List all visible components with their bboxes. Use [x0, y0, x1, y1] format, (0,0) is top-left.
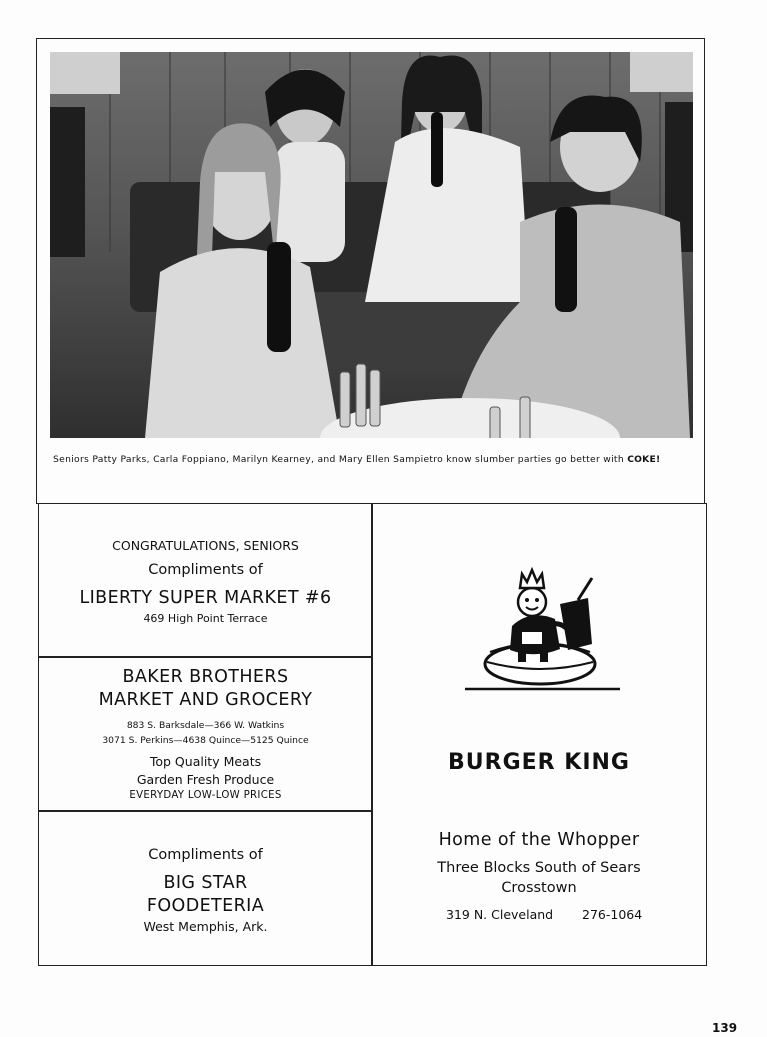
liberty-super-market-ad — [38, 503, 373, 658]
photo-caption — [53, 454, 693, 466]
liberty-address: 469 High Point Terrace — [143, 612, 268, 625]
slumber-party-photo — [50, 52, 693, 438]
baker-brothers-ad — [38, 656, 373, 812]
page-number: 139 — [712, 1021, 738, 1035]
bigstar-name-line2: FOODETERIA — [146, 896, 265, 916]
baker-tagline1: Top Quality Meats — [149, 754, 262, 769]
burger-king-mascot-icon — [460, 564, 625, 694]
burger-king-slogan: Home of the Whopper — [438, 830, 640, 850]
burger-king-title: BURGER KING — [448, 750, 630, 775]
burger-king-phone: 276-1064 — [582, 907, 643, 922]
burger-king-address: 319 N. Cleveland — [446, 907, 554, 922]
baker-name-line1: BAKER BROTHERS — [122, 667, 289, 687]
bigstar-compliments: Compliments of — [148, 847, 263, 863]
big-star-foodeteria-ad — [38, 810, 373, 966]
baker-address-line1: 883 S. Barksdale—366 W. Watkins — [126, 720, 285, 731]
bigstar-name-line1: BIG STAR — [163, 873, 248, 893]
compliments-line: Compliments of — [148, 562, 263, 578]
caption-text: Seniors Patty Parks, Carla Foppiano, Marilyn Kearney, and Mary Ellen Sampietro know slumber parties go better with — [53, 454, 624, 465]
liberty-name: LIBERTY SUPER MARKET #6 — [79, 588, 332, 608]
baker-tagline2: Garden Fresh Produce — [136, 772, 275, 787]
caption-coke: COKE! — [627, 454, 661, 465]
burger-king-ad — [371, 503, 707, 966]
bigstar-location: West Memphis, Ark. — [143, 919, 268, 934]
baker-name-line2: MARKET AND GROCERY — [98, 690, 313, 710]
congratulations-line: CONGRATULATIONS, SENIORS — [112, 538, 299, 553]
burger-king-directions: Three Blocks South of Sears — [437, 860, 641, 876]
burger-king-area: Crosstown — [501, 880, 577, 896]
baker-tagline3: EVERYDAY LOW-LOW PRICES — [129, 790, 282, 801]
baker-address-line2: 3071 S. Perkins—4638 Quince—5125 Quince — [102, 735, 309, 746]
